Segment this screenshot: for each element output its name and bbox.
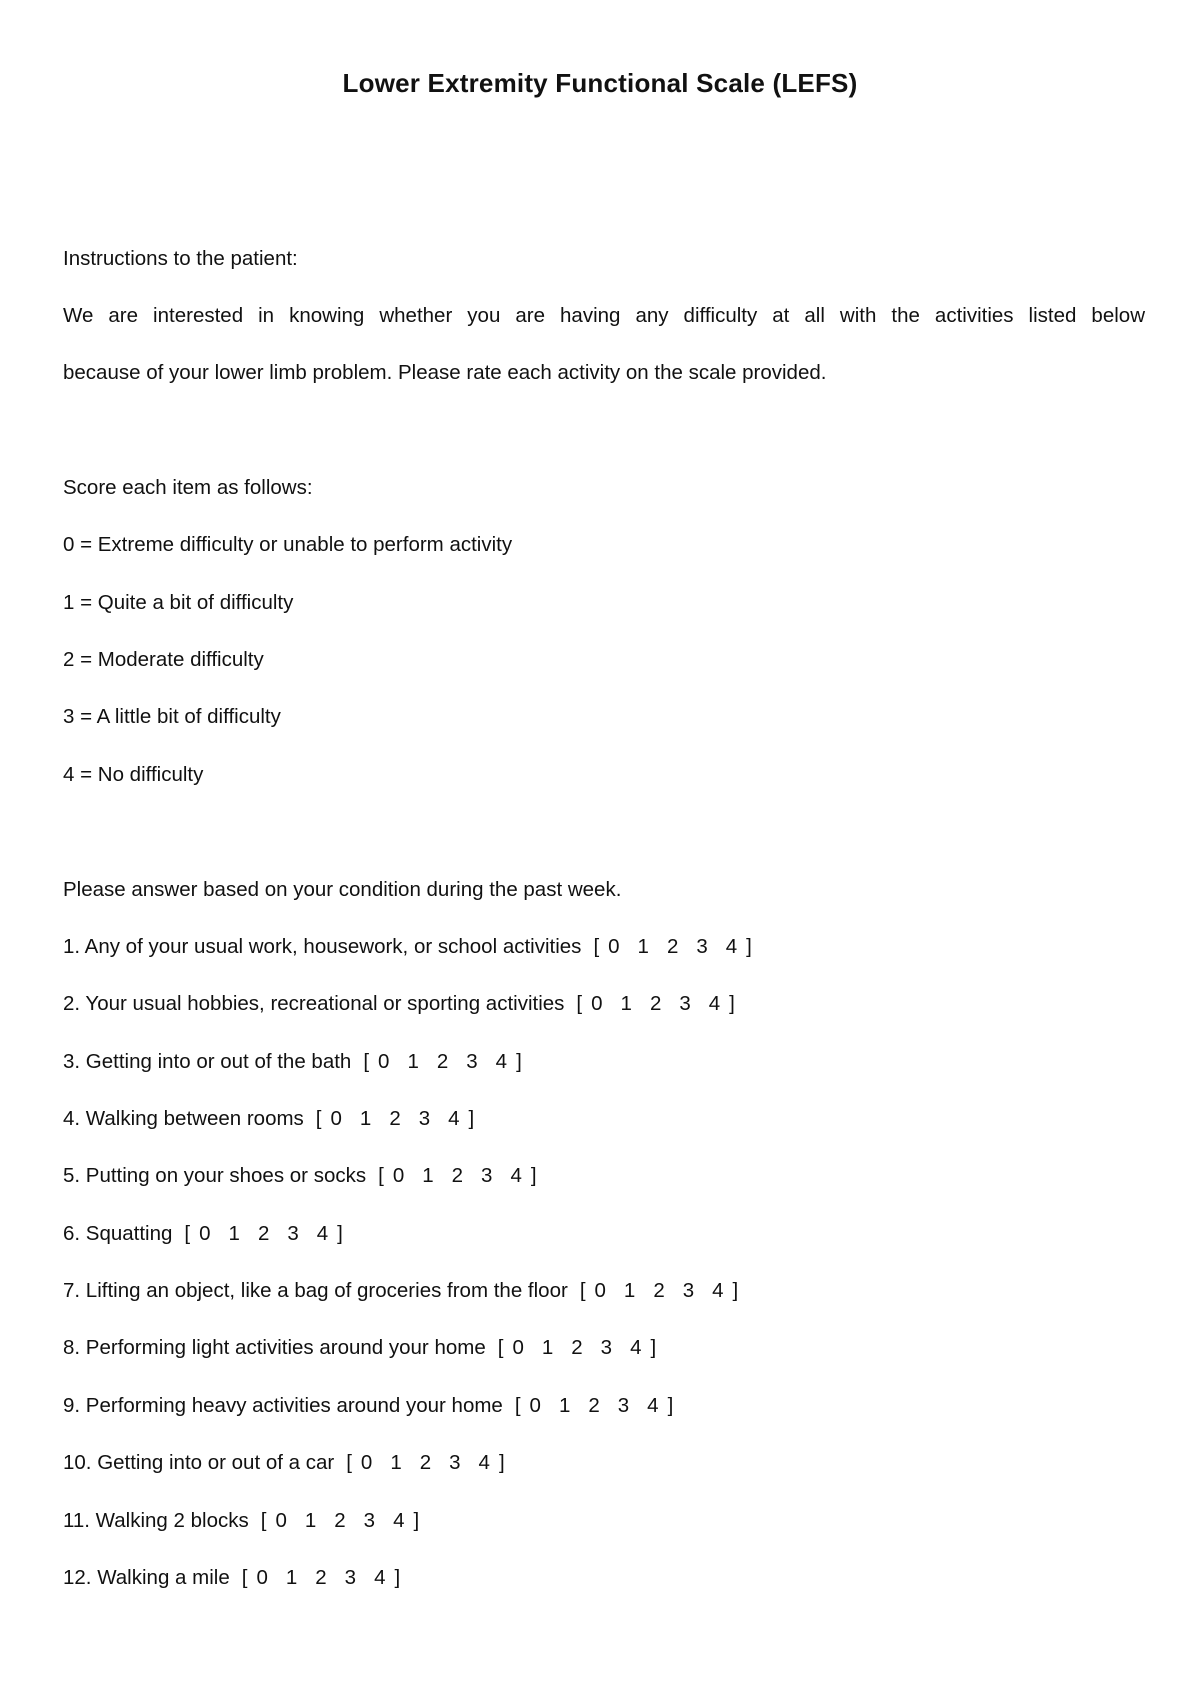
rating-option-4[interactable]: 4 (630, 1336, 642, 1359)
rating-option-4[interactable]: 4 (374, 1566, 386, 1589)
rating-option-0[interactable]: 0 (378, 1050, 390, 1073)
rating-option-1[interactable]: 1 (541, 1336, 554, 1359)
instructions-line-1: We are interested in knowing whether you are having any difficulty at all with the activities listed below (63, 304, 1145, 327)
rating-option-4[interactable]: 4 (495, 1050, 508, 1073)
rating-option-4[interactable]: 4 (393, 1509, 405, 1532)
rating-scale (576, 991, 734, 1017)
scale-open-bracket: [ (260, 1509, 267, 1532)
rating-option-3[interactable]: 3 (466, 1050, 478, 1073)
item-text: 10. Getting into or out of a car (63, 1451, 335, 1474)
rating-scale (593, 934, 751, 960)
rating-scale (316, 1106, 474, 1132)
rating-option-3[interactable]: 3 (449, 1451, 461, 1474)
item-text: 9. Performing heavy activities around your home (63, 1394, 503, 1417)
rating-scale (184, 1221, 342, 1247)
rating-option-2[interactable]: 2 (588, 1394, 600, 1417)
rating-option-0[interactable]: 0 (275, 1509, 287, 1532)
rating-option-0[interactable]: 0 (199, 1222, 211, 1245)
rating-scale (580, 1278, 738, 1304)
item-text: 8. Performing light activities around your home (63, 1336, 486, 1359)
rating-option-3[interactable]: 3 (344, 1566, 357, 1589)
list-item (63, 991, 735, 1017)
scale-open-bracket: [ (576, 992, 583, 1015)
rating-option-3[interactable]: 3 (600, 1336, 613, 1359)
score-level-3: 3 = A little bit of difficulty (63, 705, 281, 728)
scale-close-bracket: ] (468, 1107, 475, 1130)
list-item (63, 1049, 522, 1075)
rating-option-0[interactable]: 0 (529, 1394, 541, 1417)
rating-option-3[interactable]: 3 (418, 1107, 431, 1130)
scale-open-bracket: [ (363, 1050, 370, 1073)
item-text: 7. Lifting an object, like a bag of groceries from the floor (63, 1279, 568, 1302)
rating-option-2[interactable]: 2 (451, 1164, 464, 1187)
scale-open-bracket: [ (593, 935, 600, 958)
rating-option-1[interactable]: 1 (637, 935, 649, 958)
score-level-4: 4 = No difficulty (63, 763, 204, 786)
rating-option-2[interactable]: 2 (571, 1336, 583, 1359)
instructions-heading: Instructions to the patient: (63, 247, 298, 270)
rating-option-0[interactable]: 0 (594, 1279, 606, 1302)
rating-option-3[interactable]: 3 (679, 992, 691, 1015)
scale-close-bracket: ] (729, 992, 735, 1015)
rating-scale (261, 1508, 419, 1534)
scale-open-bracket: [ (315, 1107, 322, 1130)
item-text: 5. Putting on your shoes or socks (63, 1164, 367, 1187)
item-text: 12. Walking a mile (63, 1566, 230, 1589)
list-item (63, 1163, 537, 1189)
rating-option-2[interactable]: 2 (315, 1566, 327, 1589)
list-item (63, 1565, 400, 1591)
answer-prompt: Please answer based on your condition during the past week. (63, 878, 622, 901)
item-text: 6. Squatting (63, 1222, 173, 1245)
rating-option-4[interactable]: 4 (316, 1222, 329, 1245)
rating-option-0[interactable]: 0 (591, 992, 603, 1015)
rating-option-3[interactable]: 3 (287, 1222, 299, 1245)
rating-scale (242, 1565, 400, 1591)
rating-option-1[interactable]: 1 (407, 1050, 419, 1073)
rating-option-4[interactable]: 4 (510, 1164, 522, 1187)
scale-open-bracket: [ (378, 1164, 384, 1187)
rating-option-2[interactable]: 2 (419, 1451, 432, 1474)
scale-close-bracket: ] (337, 1222, 343, 1245)
rating-option-1[interactable]: 1 (228, 1222, 240, 1245)
list-item (63, 1508, 419, 1534)
document-title: Lower Extremity Functional Scale (LEFS) (342, 68, 858, 98)
rating-option-3[interactable]: 3 (696, 935, 708, 958)
rating-option-4[interactable]: 4 (448, 1107, 460, 1130)
score-level-2: 2 = Moderate difficulty (63, 648, 264, 671)
rating-option-1[interactable]: 1 (558, 1394, 571, 1417)
score-heading: Score each item as follows: (63, 476, 313, 499)
scale-close-bracket: ] (746, 935, 752, 958)
rating-option-0[interactable]: 0 (512, 1336, 524, 1359)
list-item (63, 1106, 474, 1132)
rating-option-0[interactable]: 0 (392, 1164, 405, 1187)
rating-scale (346, 1450, 504, 1476)
list-item (63, 1450, 505, 1476)
scale-close-bracket: ] (650, 1336, 657, 1359)
scale-open-bracket: [ (514, 1394, 521, 1417)
rating-option-0[interactable]: 0 (330, 1107, 342, 1130)
rating-option-4[interactable]: 4 (647, 1394, 659, 1417)
item-text: 11. Walking 2 blocks (63, 1509, 249, 1532)
rating-option-1[interactable]: 1 (620, 992, 632, 1015)
list-item (63, 1393, 673, 1419)
rating-scale (378, 1163, 536, 1189)
rating-option-2[interactable]: 2 (666, 935, 679, 958)
rating-option-1[interactable]: 1 (359, 1107, 372, 1130)
rating-option-3[interactable]: 3 (682, 1279, 695, 1302)
rating-option-1[interactable]: 1 (285, 1566, 298, 1589)
rating-option-2[interactable]: 2 (653, 1279, 665, 1302)
rating-option-3[interactable]: 3 (617, 1394, 630, 1417)
rating-option-2[interactable]: 2 (436, 1050, 449, 1073)
item-text: 3. Getting into or out of the bath (63, 1050, 352, 1073)
scale-close-bracket: ] (530, 1164, 537, 1187)
scale-close-bracket: ] (413, 1509, 420, 1532)
list-item (63, 1278, 738, 1304)
scale-open-bracket: [ (497, 1336, 504, 1359)
scale-open-bracket: [ (241, 1566, 248, 1589)
rating-option-2[interactable]: 2 (389, 1107, 401, 1130)
instructions-line-2: because of your lower limb problem. Please rate each activity on the scale provided. (63, 361, 827, 384)
rating-option-4[interactable]: 4 (712, 1279, 724, 1302)
scale-close-bracket: ] (516, 1050, 522, 1073)
rating-scale (363, 1049, 521, 1075)
scale-close-bracket: ] (732, 1279, 739, 1302)
rating-option-1[interactable]: 1 (422, 1164, 434, 1187)
rating-option-2[interactable]: 2 (649, 992, 662, 1015)
rating-option-2[interactable]: 2 (257, 1222, 270, 1245)
rating-option-4[interactable]: 4 (478, 1451, 490, 1474)
rating-option-0[interactable]: 0 (608, 935, 620, 958)
score-level-1: 1 = Quite a bit of difficulty (63, 591, 294, 614)
rating-option-3[interactable]: 3 (363, 1509, 376, 1532)
item-text: 2. Your usual hobbies, recreational or sporting activities (63, 992, 565, 1015)
rating-option-4[interactable]: 4 (708, 992, 721, 1015)
scale-close-bracket: ] (498, 1451, 505, 1474)
rating-option-1[interactable]: 1 (304, 1509, 317, 1532)
item-text: 1. Any of your usual work, housework, or school activities (63, 935, 582, 958)
scale-close-bracket: ] (667, 1394, 674, 1417)
rating-option-0[interactable]: 0 (360, 1451, 373, 1474)
rating-scale (515, 1393, 673, 1419)
list-item (63, 934, 752, 960)
rating-option-0[interactable]: 0 (256, 1566, 268, 1589)
scale-open-bracket: [ (346, 1451, 352, 1474)
rating-option-2[interactable]: 2 (334, 1509, 346, 1532)
list-item (63, 1335, 656, 1361)
rating-option-1[interactable]: 1 (390, 1451, 402, 1474)
scale-close-bracket: ] (394, 1566, 401, 1589)
rating-scale (498, 1335, 656, 1361)
score-level-0: 0 = Extreme difficulty or unable to perform activity (63, 533, 513, 556)
rating-option-4[interactable]: 4 (725, 935, 738, 958)
scale-open-bracket: [ (184, 1222, 191, 1245)
scale-open-bracket: [ (579, 1279, 586, 1302)
rating-option-3[interactable]: 3 (481, 1164, 493, 1187)
rating-option-1[interactable]: 1 (623, 1279, 636, 1302)
list-item (63, 1221, 343, 1247)
item-text: 4. Walking between rooms (63, 1107, 304, 1130)
